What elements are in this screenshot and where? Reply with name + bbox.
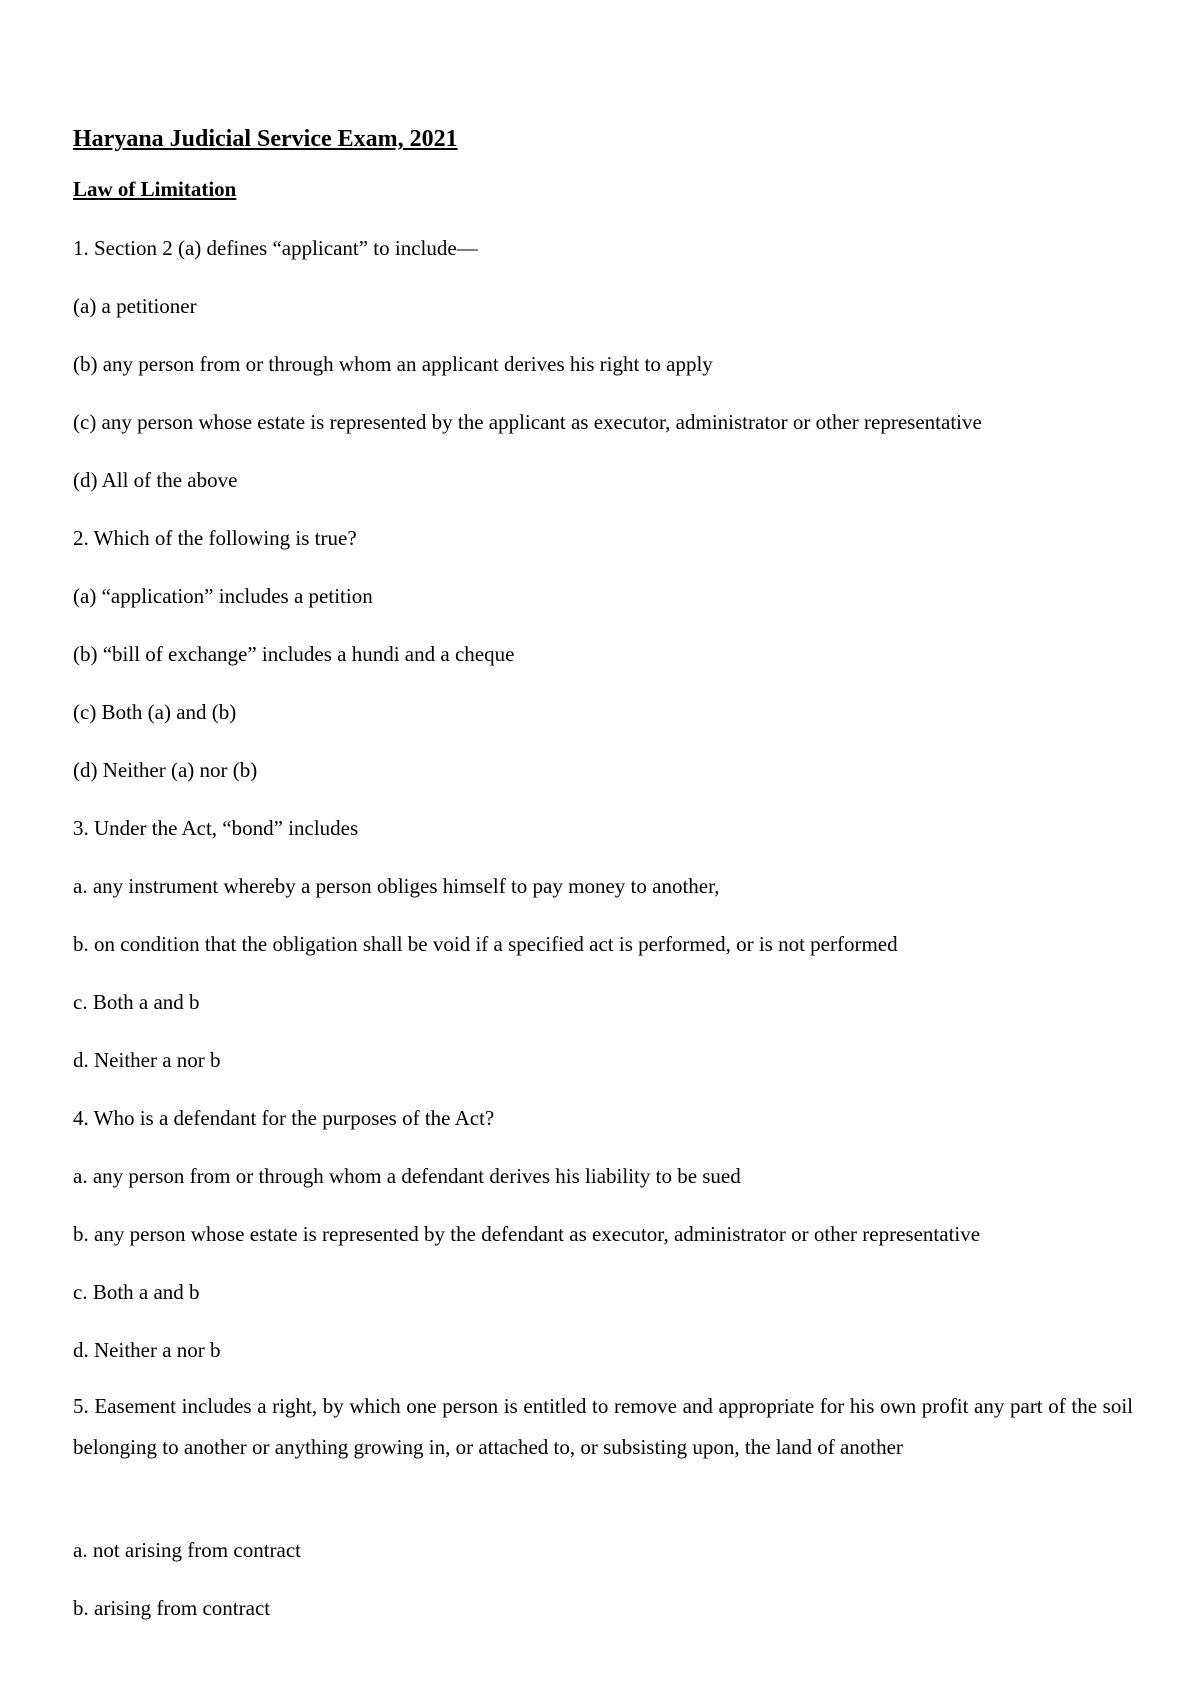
section-heading: Law of Limitation	[73, 177, 237, 201]
question-1-option-b: (b) any person from or through whom an applicant derives his right to apply	[73, 352, 713, 376]
question-1-option-c: (c) any person whose estate is represented by the applicant as executor, administrator or other representative	[73, 410, 982, 434]
question-2-option-a: (a) “application” includes a petition	[73, 584, 373, 608]
question-4-option-b: b. any person whose estate is represented by the defendant as executor, administrator or other representative	[73, 1222, 981, 1246]
question-1-option-a: (a) a petitioner	[73, 294, 197, 318]
question-5: 5. Easement includes a right, by which one person is entitled to remove and appropriate for his own profit any part of the soil belonging to another or anything growing in, or attached to, or subsisting upon, the land of another	[73, 1394, 1133, 1459]
question-3: 3. Under the Act, “bond” includes	[73, 816, 359, 840]
question-5-option-b: b. arising from contract	[73, 1596, 271, 1620]
question-1-option-d: (d) All of the above	[73, 468, 238, 492]
document-title: Haryana Judicial Service Exam, 2021	[73, 126, 458, 152]
question-2-option-b: (b) “bill of exchange” includes a hundi and a cheque	[73, 642, 515, 666]
question-3-option-c: c. Both a and b	[73, 990, 200, 1014]
question-4-option-c: c. Both a and b	[73, 1280, 200, 1304]
question-4-option-d: d. Neither a nor b	[73, 1338, 221, 1362]
question-3-option-d: d. Neither a nor b	[73, 1048, 221, 1072]
question-3-option-a: a. any instrument whereby a person obliges himself to pay money to another,	[73, 874, 720, 898]
question-5-option-a: a. not arising from contract	[73, 1538, 302, 1562]
question-1: 1. Section 2 (a) defines “applicant” to include—	[73, 236, 478, 260]
question-2-option-d: (d) Neither (a) nor (b)	[73, 758, 258, 782]
question-3-option-b: b. on condition that the obligation shall be void if a specified act is performed, or is not performed	[73, 932, 898, 956]
question-2-option-c: (c) Both (a) and (b)	[73, 700, 237, 724]
question-2: 2. Which of the following is true?	[73, 526, 357, 550]
question-4: 4. Who is a defendant for the purposes of the Act?	[73, 1106, 495, 1130]
question-4-option-a: a. any person from or through whom a defendant derives his liability to be sued	[73, 1164, 741, 1188]
